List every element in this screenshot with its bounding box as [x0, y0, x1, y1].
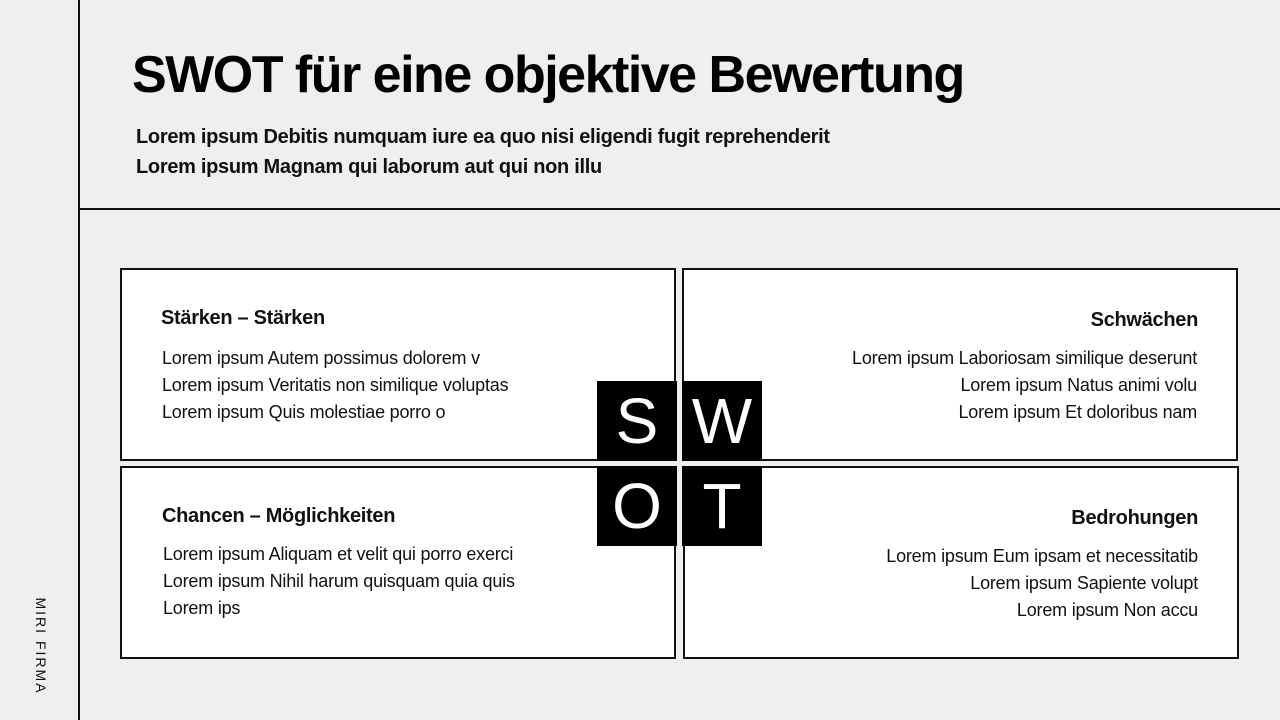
strengths-heading: Stärken – Stärken	[161, 307, 325, 329]
list-item: Lorem ipsum Nihil harum quisquam quia quis	[163, 571, 515, 591]
list-item: Lorem ipsum Quis molestiae porro o	[162, 402, 446, 422]
threats-box	[683, 466, 1239, 659]
list-item: Lorem ips	[163, 598, 241, 618]
threats-heading: Bedrohungen	[1071, 507, 1198, 529]
list-item: Lorem ipsum Natus animi volu	[960, 375, 1197, 395]
strengths-list	[162, 345, 508, 426]
list-item: Lorem ipsum Aliquam et velit qui porro exerci	[163, 544, 514, 564]
strengths-box	[120, 268, 676, 461]
swot-letter-o: O	[597, 466, 677, 546]
list-item: Lorem ipsum Veritatis non similique voluptas	[162, 375, 509, 395]
list-item: Lorem ipsum Sapiente volupt	[970, 573, 1198, 593]
opportunities-box	[120, 466, 676, 659]
list-item: Lorem ipsum Eum ipsam et necessitatib	[886, 546, 1198, 566]
list-item: Lorem ipsum Autem possimus dolorem v	[162, 348, 480, 368]
header-divider	[79, 208, 1280, 210]
weaknesses-heading: Schwächen	[1090, 309, 1198, 331]
list-item: Lorem ipsum Et doloribus nam	[958, 402, 1197, 422]
weaknesses-list	[852, 345, 1197, 426]
swot-letter-w: W	[682, 381, 762, 461]
page-title: SWOT für eine objektive Bewertung	[132, 46, 964, 104]
list-item: Lorem ipsum Laboriosam similique deserunt	[852, 348, 1197, 368]
opportunities-heading: Chancen – Möglichkeiten	[162, 505, 396, 527]
subtitle-line-2: Lorem ipsum Magnam qui laborum aut qui non illu	[136, 156, 602, 178]
swot-letter-t: T	[682, 466, 762, 546]
subtitle-line-1: Lorem ipsum Debitis numquam iure ea quo nisi eligendi fugit reprehenderit	[136, 126, 830, 148]
swot-letter-s: S	[597, 381, 677, 461]
threats-list	[886, 543, 1198, 624]
opportunities-list	[163, 541, 515, 622]
weaknesses-box	[682, 268, 1238, 461]
list-item: Lorem ipsum Non accu	[1016, 600, 1198, 620]
sidebar-divider	[78, 0, 80, 720]
brand-label: MIRI FIRMA	[33, 597, 49, 695]
